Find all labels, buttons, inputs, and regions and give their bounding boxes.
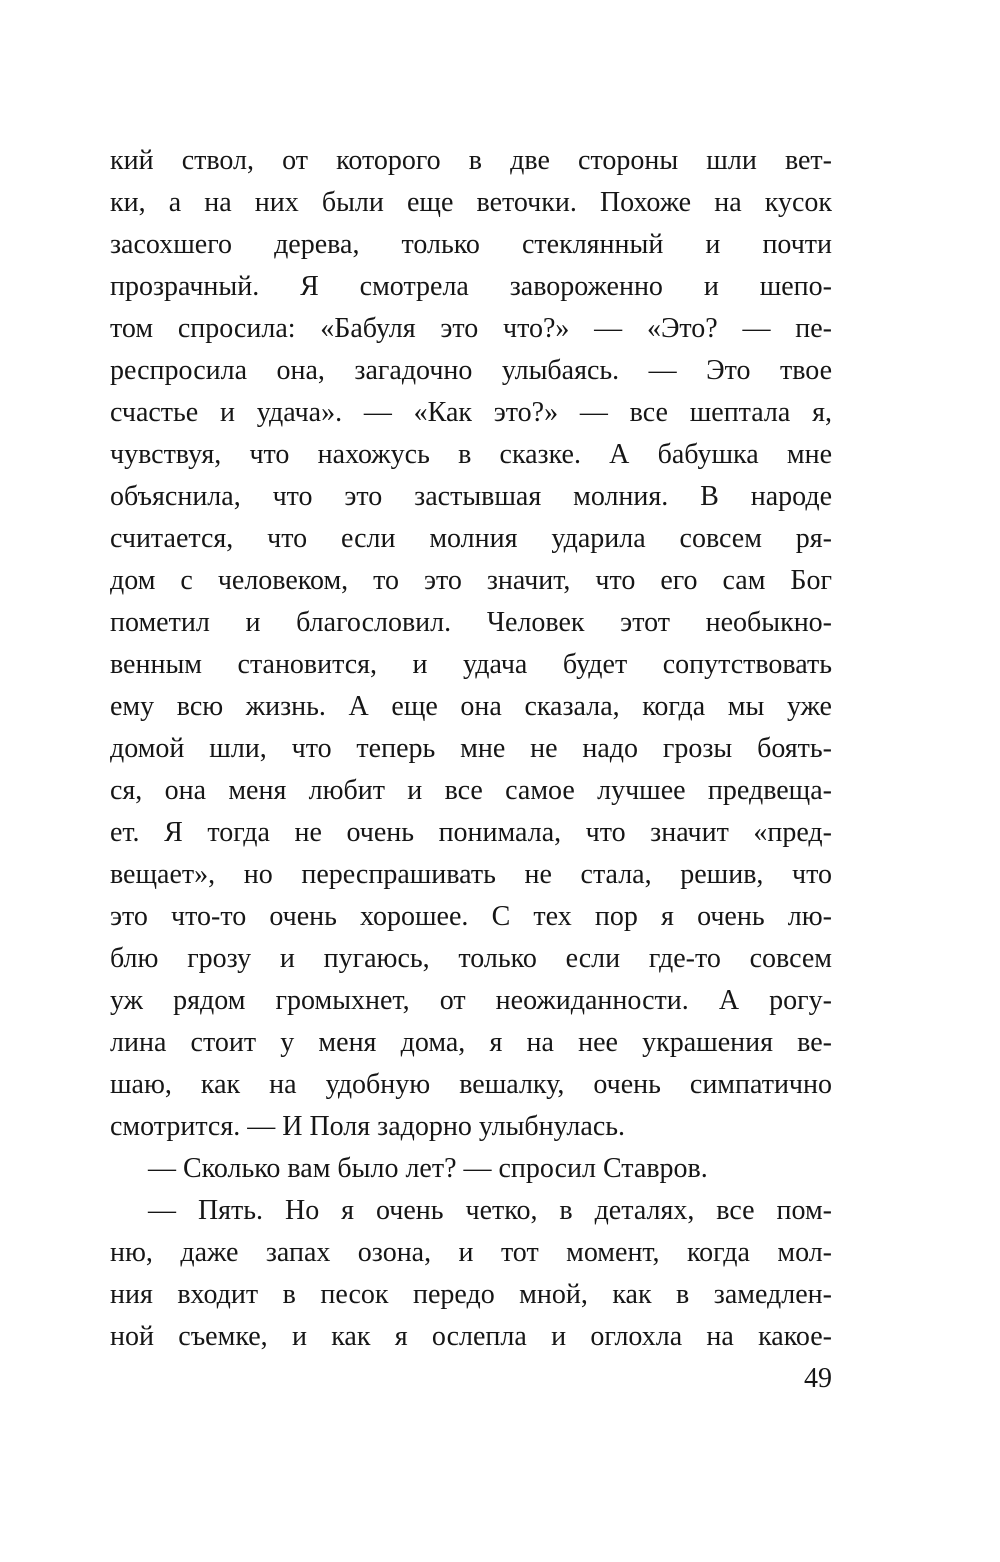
text-line: респросила она, загадочно улыбаясь. — Это твое — [110, 355, 832, 386]
text-line: вещает», но переспрашивать не стала, решив, что — [110, 859, 832, 890]
text-line: венным становится, и удача будет сопутствовать — [110, 649, 832, 680]
text-line: счастье и удача». — «Как это?» — все шептала я, — [110, 397, 832, 428]
text-line: — Сколько вам было лет? — спросил Ставров. — [148, 1153, 708, 1184]
text-line: чувствуя, что нахожусь в сказке. А бабушка мне — [110, 439, 832, 470]
text-line: ния входит в песок передо мной, как в замедлен- — [110, 1279, 832, 1310]
text-line: засохшего дерева, только стеклянный и почти — [110, 229, 832, 260]
text-line: уж рядом громыхнет, от неожиданности. А рогу- — [110, 985, 832, 1016]
text-line: ет. Я тогда не очень понимала, что значит «пред- — [110, 817, 832, 848]
text-line: ню, даже запах озона, и тот момент, когда мол- — [110, 1237, 832, 1268]
text-line: ся, она меня любит и все самое лучшее предвеща- — [110, 775, 832, 806]
text-line: — Пять. Но я очень четко, в деталях, все пом- — [148, 1195, 832, 1226]
text-line: считается, что если молния ударила совсем ря- — [110, 523, 832, 554]
text-line: это что-то очень хорошее. С тех пор я очень лю- — [110, 901, 832, 932]
paragraph — [110, 1190, 832, 1358]
text-line: домой шли, что теперь мне не надо грозы боять- — [110, 733, 832, 764]
text-line: том спросила: «Бабуля это что?» — «Это? — пе- — [110, 313, 832, 344]
paragraph — [110, 1148, 832, 1190]
text-line: кий ствол, от которого в две стороны шли вет- — [110, 145, 832, 176]
text-line: блю грозу и пугаюсь, только если где-то совсем — [110, 943, 832, 974]
text-line: прозрачный. Я смотрела завороженно и шепо- — [110, 271, 832, 302]
page-text — [110, 140, 832, 1358]
text-line: пометил и благословил. Человек этот необыкно- — [110, 607, 832, 638]
text-line: лина стоит у меня дома, я на нее украшения ве- — [110, 1027, 832, 1058]
text-line: ки, а на них были еще веточки. Похоже на кусок — [110, 187, 832, 218]
text-line: смотрится. — И Поля задорно улыбнулась. — [110, 1111, 626, 1142]
text-line: дом с человеком, то это значит, что его сам Бог — [110, 565, 832, 596]
text-line: шаю, как на удобную вешалку, очень симпатично — [110, 1069, 832, 1100]
text-line: ему всю жизнь. А еще она сказала, когда мы уже — [110, 691, 832, 722]
page-number: 49 — [804, 1363, 832, 1394]
paragraph — [110, 140, 832, 1148]
text-line: ной съемке, и как я ослепла и оглохла на какое- — [110, 1321, 832, 1352]
text-line: объяснила, что это застывшая молния. В народе — [110, 481, 832, 512]
